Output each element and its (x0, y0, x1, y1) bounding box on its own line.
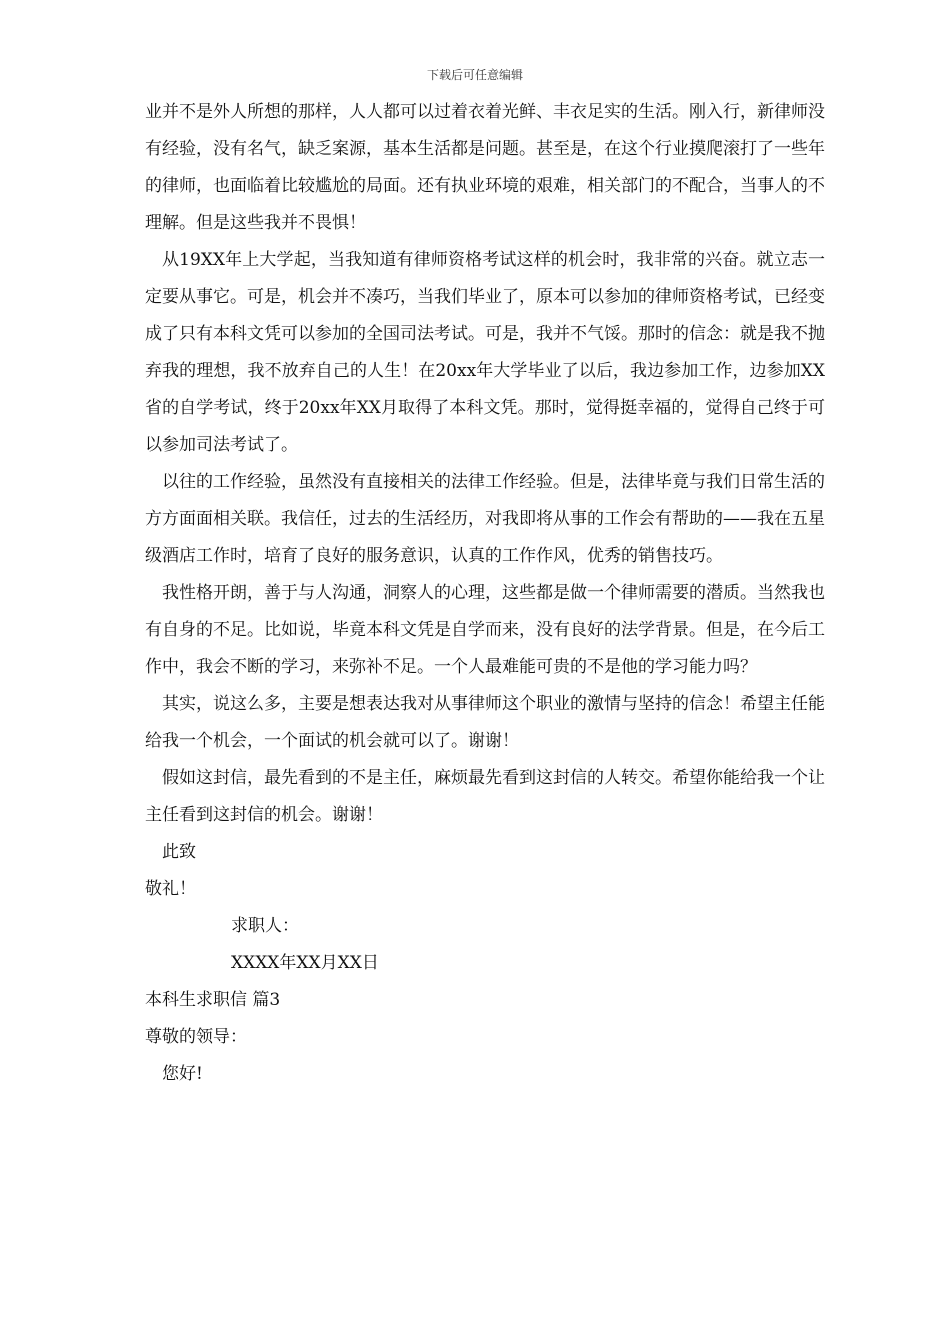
paragraph-3: 以往的工作经验，虽然没有直接相关的法律工作经验。但是，法律毕竟与我们日常生活的方方面面相关联。我信任，过去的生活经历，对我即将从事的工作会有帮助的——我在五星级酒店工作时，培育了良好的服务意识，认真的工作作风，优秀的销售技巧。 (145, 472, 825, 566)
paragraph-2: 从19XX年上大学起，当我知道有律师资格考试这样的机会时，我非常的兴奋。就立志一定要从事它。可是，机会并不凑巧，当我们毕业了，原本可以参加的律师资格考试，已经变成了只有本科文凭可以参加的全国司法考试。可是，我并不气馁。那时的信念：就是我不抛弃我的理想，我不放弃自己的人生！在20xx年大学毕业了以后，我边参加工作，边参加XX省的自学考试，终于20xx年XX月取得了本科文凭。那时，觉得挺幸福的，觉得自己终于可以参加司法考试了。 (145, 250, 825, 455)
next-letter-hello: 您好! (162, 1064, 203, 1084)
closing-greeting: 此致 (162, 842, 196, 862)
next-letter-title: 本科生求职信 篇3 (145, 990, 281, 1010)
closing-salute: 敬礼！ (145, 879, 196, 899)
paragraph-4: 我性格开朗，善于与人沟通，洞察人的心理，这些都是做一个律师需要的潜质。当然我也有自身的不足。比如说，毕竟本科文凭是自学而来，没有良好的法学背景。但是，在今后工作中，我会不断的学习，来弥补不足。一个人最难能可贵的不是他的学习能力吗？ (145, 583, 825, 677)
paragraph-1: 业并不是外人所想的那样，人人都可以过着衣着光鲜、丰衣足实的生活。刚入行，新律师没有经验，没有名气，缺乏案源，基本生活都是问题。甚至是，在这个行业摸爬滚打了一些年的律师，也面临着比较尴尬的局面。还有执业环境的艰难，相关部门的不配合，当事人的不理解。但是这些我并不畏惧！ (145, 102, 825, 233)
letter-date: XXXX年XX月XX日 (231, 953, 379, 973)
applicant-label: 求职人： (231, 916, 299, 936)
next-letter-addressee: 尊敬的领导： (145, 1027, 247, 1047)
page-header: 下载后可任意编辑 (426, 68, 523, 82)
paragraph-6: 假如这封信，最先看到的不是主任，麻烦最先看到这封信的人转交。希望你能给我一个让主任看到这封信的机会。谢谢！ (145, 768, 825, 825)
letter-body (145, 94, 825, 1093)
paragraph-5: 其实，说这么多，主要是想表达我对从事律师这个职业的激情与坚持的信念！希望主任能给我一个机会，一个面试的机会就可以了。谢谢！ (145, 694, 825, 751)
